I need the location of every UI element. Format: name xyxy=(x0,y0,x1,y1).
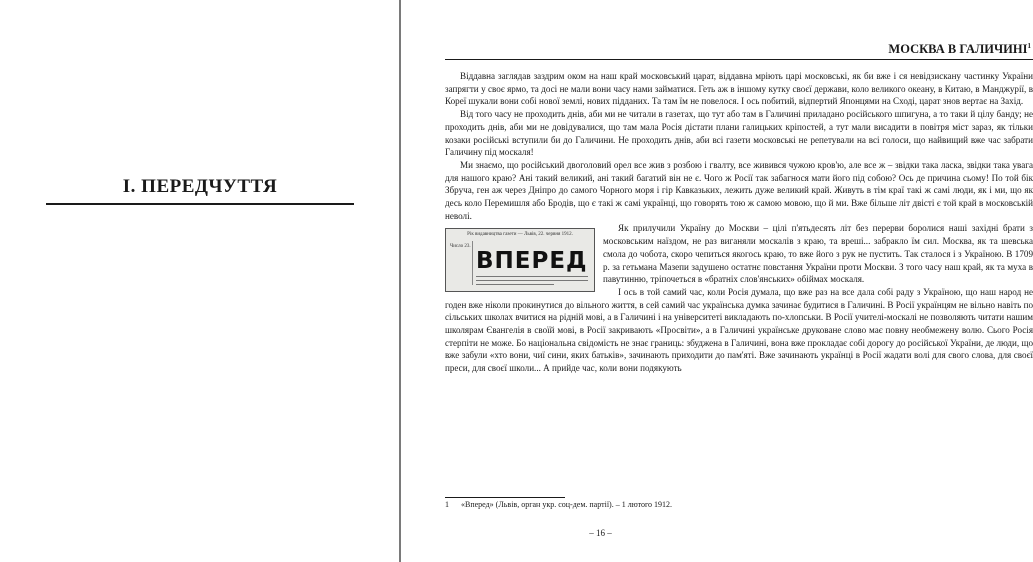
page-number: – 16 – xyxy=(589,528,612,538)
right-page xyxy=(401,0,1033,562)
body-text xyxy=(445,70,1033,375)
section-rule xyxy=(445,59,1033,60)
paragraph-4: Як прилучили Україну до Москви – цілі п'ятьдесять літ без перерви боролися наші західні брати з московським наїздом, не раз виганяли москалів з краю, та вреші... забракло їм сил. Москва, як та шевська смола до чобота, скоро чепиться якогось краю, то вже його з рук не пустить. Так сталося і з Україною. В 1709 р. за гетьмана Мазепи задушено остатнє повстання України проти Москви. З того часу наш край, як та муха в павутинню, тріпочеться в «братніх слов'янських» обіймах москаля. xyxy=(603,223,1033,285)
chapter-title: І. ПЕРЕДЧУТТЯ xyxy=(122,176,278,197)
paragraph-3: Ми знаємо, що російський двоголовий орел все жив з розбою і гвалту, все живився чужою кров'ю, але все ж – звідки така ласка, звідки така увага для нашого краю? Ані такий великий, ані такий багатий він не є. Чого ж Росії так забагнося мати його під собою? Ось де причина сьому! По той бік Збруча, ген аж через Дніпро до самого Чорного моря і гір Кавказьких, лежить дуже великий край. Живуть в тім краї такі ж самі люди, як і ми, що як десь коло Перемишля або Бродів, що є такі ж самі українці, що говорять тою ж самою мовою, що й ми. Вже більше літ двісті є той край в московській неволі. xyxy=(445,159,1033,221)
section-footnote-marker: 1 xyxy=(1027,42,1031,50)
left-page xyxy=(0,0,399,562)
footnote-number: 1 xyxy=(445,500,449,509)
chapter-rule xyxy=(46,203,354,205)
newspaper-issue-label: Число 23. xyxy=(450,244,471,250)
footnote-text: «Вперед» (Львів, орган укр. соц-дем. партії). – 1 лютого 1912. xyxy=(461,500,673,509)
paragraph-1: Віддавна заглядав заздрим оком на наш край московський царат, віддавна мріють царі московські, як би вже і ся невідзискану частинку України запрягти у своє ярмо, та досі не мали вони часу нами займатися. Геть аж в іншому кутку своєї держави, коло великого океану, в Китаю, в Манджурії, в Кореї шукали вони собі нової землі, нових підданих. Та там їм не повелося. І ось побитий, відпертий Японцями на Сході, царат знов вертає на Захід. xyxy=(445,71,1033,107)
section-title-text: МОСКВА В ГАЛИЧИНІ xyxy=(888,42,1028,57)
footnote xyxy=(445,500,1033,509)
paragraph-2: Від того часу не проходить днів, аби ми не читали в газетах, що тут або там в Галичині приладано російського шпигуна, а то таки й цілу банду; не проходить днів, аби ми не довідувалися, що там мала Росія дістати плани галицьких кріпостей, а тут мали висадити в повітря міст зараз, як тільки козаки російські вступили би до Галичини. Не проходить днів, аби всі газети московські не репетували на всі голоси, що найвищий вже час забрати Галичину під москаля! xyxy=(445,109,1033,158)
footnote-rule xyxy=(445,497,565,498)
newspaper-side-column xyxy=(450,241,473,285)
newspaper-masthead-image xyxy=(445,228,595,292)
newspaper-masthead: ВПЕРЕД xyxy=(476,248,588,275)
newspaper-line xyxy=(476,276,588,277)
newspaper-line xyxy=(476,280,588,281)
newspaper-top-line: Рік видавництва газети — Львів, 22. червня 1912. xyxy=(467,232,573,238)
newspaper-line xyxy=(476,284,554,285)
paragraph-5: І ось в той самий час, коли Росія думала, що вже раз на все дала собі раду з Україною, що наш народ не годен вже ніколи прокинутися до вільного життя, в сей самий час українська думка зачинає будитися в Галичині. В Росії українцям не вільно навіть по сільських школах вчитися на рідній мові, а в Галичині і на університеті викладають по-хлопськи. В Росії учителі-москалі не позволяють читати нашим школярам Євангелія в своїй мові, в Росії закривають «Просвіти», а в Галичині українське друковане слово має повну необмежену волю. Сього Росія стерпіти не може. Бо національна свідомість не знає границь: збуджена в Галичині, вона вже прокладає собі дорогу до російської України, де люди, що вже забули «хто вони, чиї сини, яких батьків», зачинають приходити до пам'яті. Вже зачинають українці в Росії жадати волі для свого слова, для своєї преси, для своєї школи... А прийде час, коли вони подякують xyxy=(445,286,1033,374)
section-title xyxy=(401,42,1031,57)
